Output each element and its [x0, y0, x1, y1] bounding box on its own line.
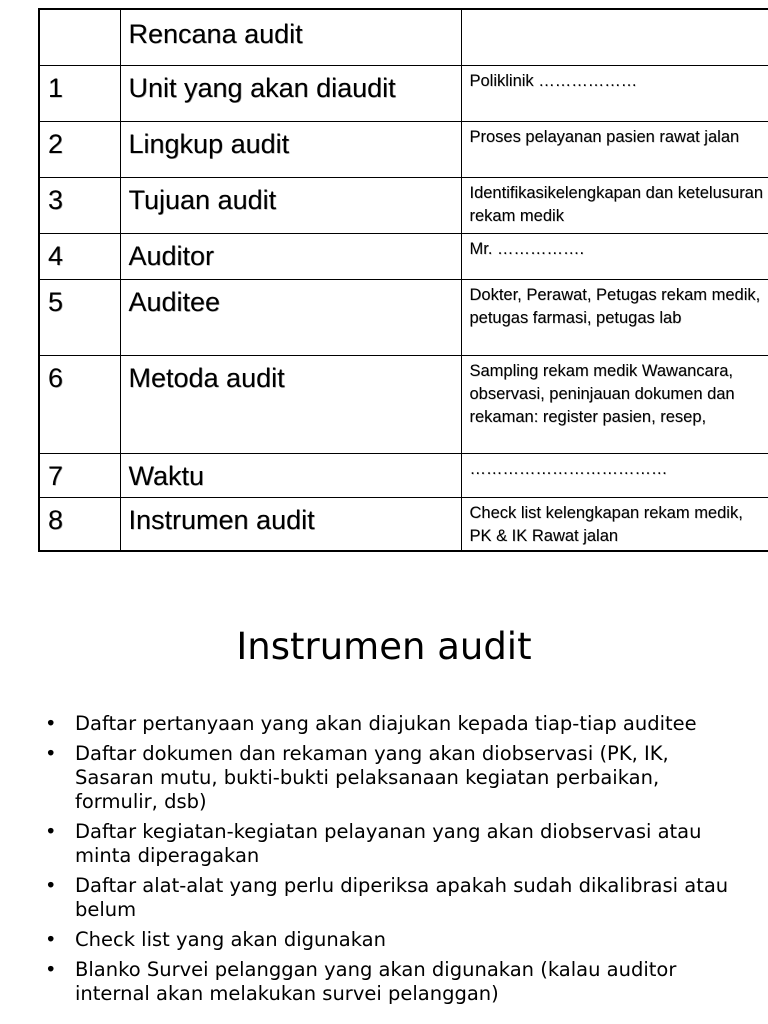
list-item-text: Daftar kegiatan-kegiatan pelayanan yang akan diobservasi atau minta diperagakan	[75, 820, 702, 867]
list-item	[45, 742, 745, 814]
row-number: 3	[39, 177, 120, 233]
row-number: 1	[39, 65, 120, 121]
row-value: Mr. …………….	[461, 233, 768, 279]
list-item-text: Check list yang akan digunakan	[75, 928, 386, 951]
audit-plan-table	[38, 8, 768, 552]
table-row	[39, 121, 768, 177]
row-label: Metoda audit	[120, 355, 461, 453]
list-item	[45, 928, 745, 952]
table-header-row	[39, 9, 768, 65]
table-row	[39, 497, 768, 551]
row-label: Instrumen audit	[120, 497, 461, 551]
list-item	[45, 712, 745, 736]
row-label: Waktu	[120, 453, 461, 497]
row-value: Proses pelayanan pasien rawat jalan	[461, 121, 768, 177]
bullet-icon: •	[45, 712, 57, 735]
table-row	[39, 233, 768, 279]
row-label: Auditor	[120, 233, 461, 279]
bullet-icon: •	[45, 928, 57, 951]
row-number: 7	[39, 453, 120, 497]
table-title: Rencana audit	[128, 19, 303, 49]
row-number: 8	[39, 497, 120, 551]
list-item-text: Daftar alat-alat yang perlu diperiksa apakah sudah dikalibrasi atau belum	[75, 874, 729, 921]
row-value: Dokter, Perawat, Petugas rekam medik, petugas farmasi, petugas lab	[461, 279, 768, 355]
row-number: 6	[39, 355, 120, 453]
row-label: Auditee	[120, 279, 461, 355]
header-label-cell	[120, 9, 461, 65]
row-number: 2	[39, 121, 120, 177]
bullet-icon: •	[45, 820, 57, 843]
list-item	[45, 874, 745, 922]
row-number: 4	[39, 233, 120, 279]
row-label: Lingkup audit	[120, 121, 461, 177]
list-item-text: Blanko Survei pelanggan yang akan digunakan (kalau auditor internal akan melakukan survei pelanggan)	[75, 958, 677, 1005]
list-item-text: Daftar dokumen dan rekaman yang akan diobservasi (PK, IK, Sasaran mutu, bukti-bukti pelaksanaan kegiatan perbaikan, formulir, dsb)	[75, 742, 669, 813]
row-number: 5	[39, 279, 120, 355]
header-value-cell	[461, 9, 768, 65]
section-title: Instrumen audit	[236, 625, 532, 668]
row-value: Identifikasikelengkapan dan ketelusuran rekam medik	[461, 177, 768, 233]
table-row	[39, 177, 768, 233]
table-row	[39, 279, 768, 355]
row-value: Check list kelengkapan rekam medik, PK & IK Rawat jalan	[461, 497, 768, 551]
bullet-icon: •	[45, 742, 57, 765]
table-row	[39, 355, 768, 453]
row-value: Sampling rekam medik Wawancara, observasi, peninjauan dokumen dan rekaman: register pasien, resep,	[461, 355, 768, 453]
row-label: Unit yang akan diaudit	[120, 65, 461, 121]
list-item-text: Daftar pertanyaan yang akan diajukan kepada tiap-tiap auditee	[75, 712, 697, 735]
header-num-cell	[39, 9, 120, 65]
table-row	[39, 65, 768, 121]
row-label: Tujuan audit	[120, 177, 461, 233]
list-item	[45, 820, 745, 868]
table-row	[39, 453, 768, 497]
row-value: ………………………………	[461, 453, 768, 497]
bullet-list	[45, 712, 745, 1012]
list-item	[45, 958, 745, 1006]
bullet-icon: •	[45, 958, 57, 981]
row-value: Poliklinik ………………	[461, 65, 768, 121]
bullet-icon: •	[45, 874, 57, 897]
